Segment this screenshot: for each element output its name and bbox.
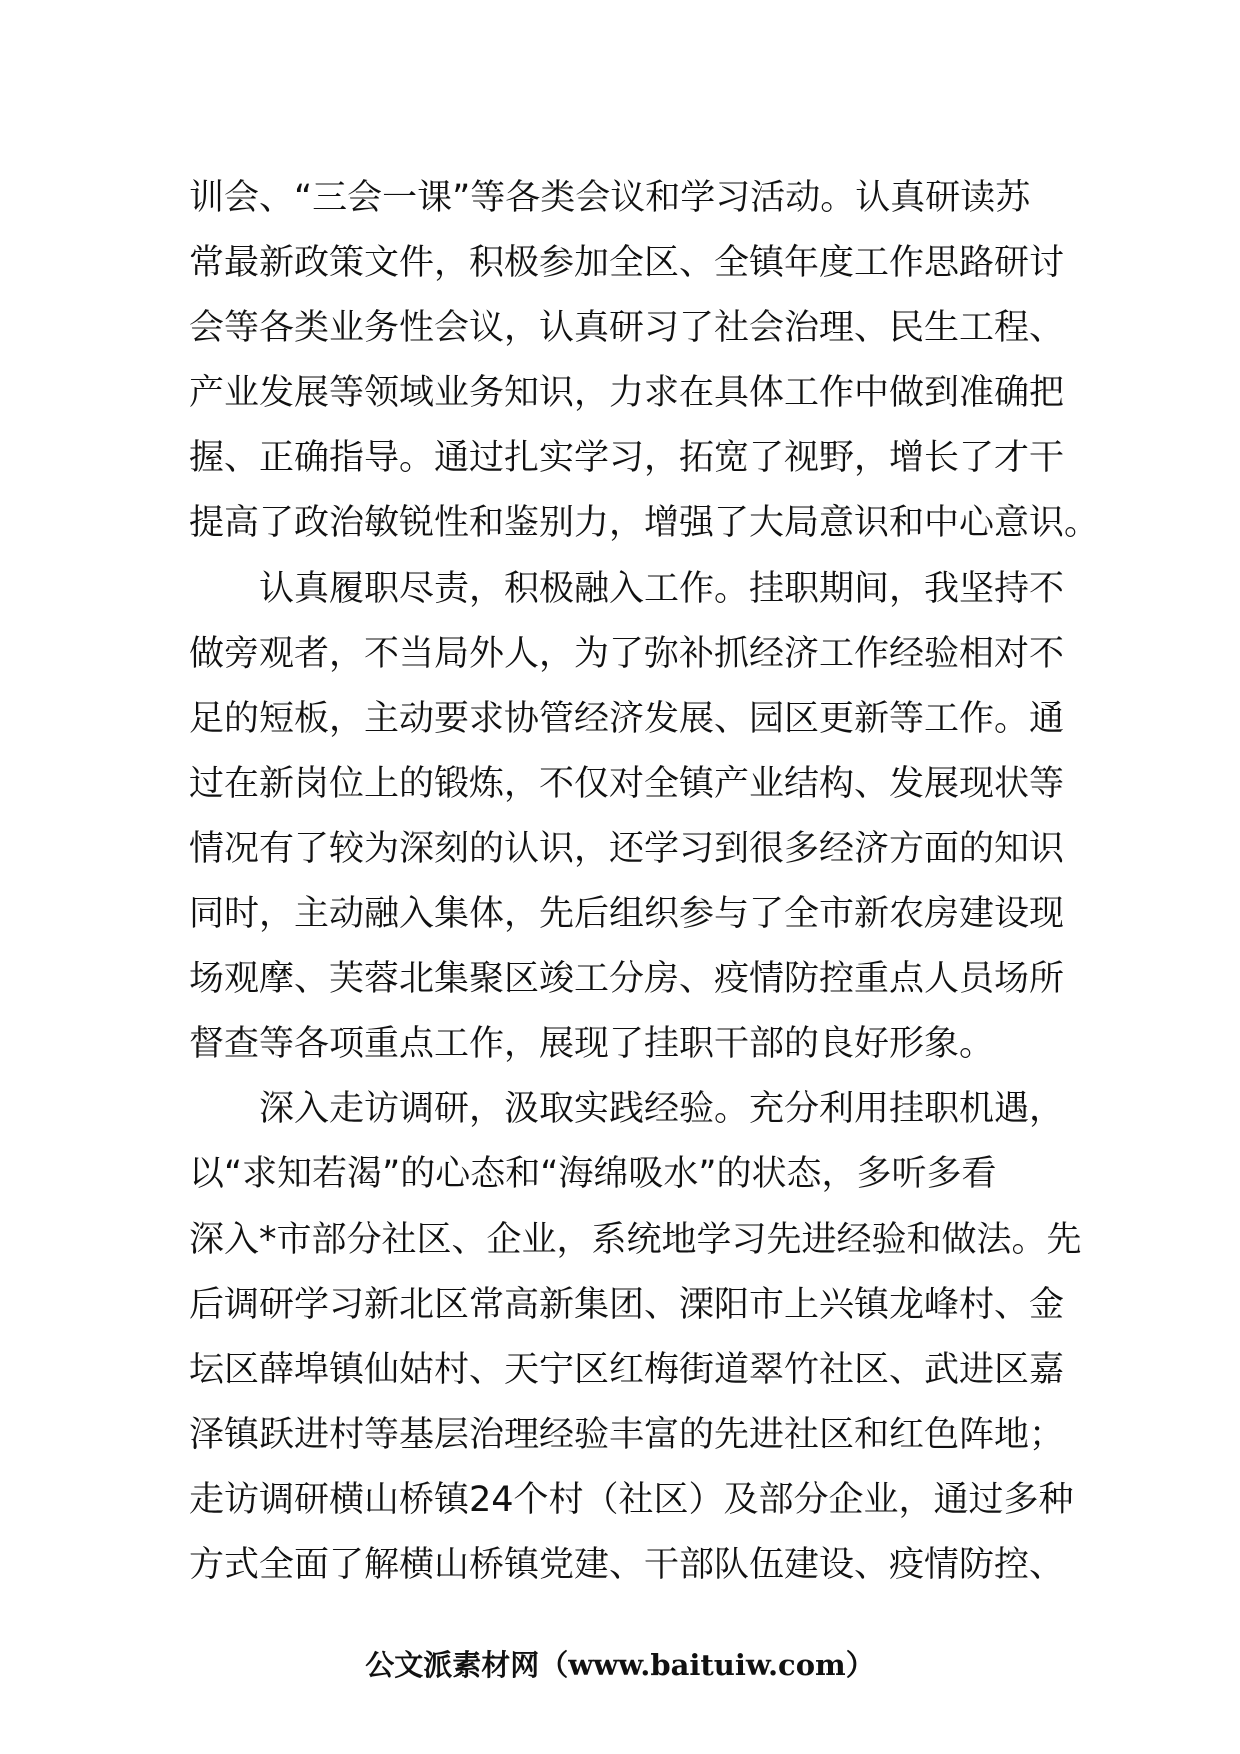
text-line: 情况有了较为深刻的认识，还学习到很多经济方面的知识 (189, 828, 1065, 869)
text-line: 认真履职尽责，积极融入工作。挂职期间，我坚持不 (189, 568, 1065, 609)
text-line: 常最新政策文件，积极参加全区、全镇年度工作思路研讨 (189, 243, 1065, 284)
text-line: 训会、“三会一课”等各类会议和学习活动。认真研读苏 (189, 178, 1031, 218)
text-line: 提高了政治敏锐性和鉴别力，增强了大局意识和中心意识。 (189, 503, 1100, 544)
text-line: 走访调研横山桥镇24个村（社区）及部分企业，通过多种 (189, 1479, 1074, 1520)
text-line: 握、正确指导。通过扎实学习，拓宽了视野，增长了才干 (189, 438, 1065, 479)
text-line: 产业发展等领域业务知识，力求在具体工作中做到准确把 (189, 373, 1065, 414)
text-line: 深入走访调研，汲取实践经验。充分利用挂职机遇， (189, 1089, 1065, 1130)
footer-source-line: 公文派素材网（www.baituiw.com） (365, 1648, 875, 1682)
text-line: 场观摩、芙蓉北集聚区竣工分房、疫情防控重点人员场所 (189, 959, 1065, 1000)
text-line: 后调研学习新北区常高新集团、溧阳市上兴镇龙峰村、金 (189, 1284, 1065, 1325)
text-line: 会等各类业务性会议，认真研习了社会治理、民生工程、 (189, 308, 1065, 349)
text-line: 以“求知若渴”的心态和“海绵吸水”的状态，多听多看 (189, 1154, 997, 1195)
text-line: 方式全面了解横山桥镇党建、干部队伍建设、疫情防控、 (189, 1544, 1065, 1585)
text-line: 足的短板，主动要求协管经济发展、园区更新等工作。通 (189, 698, 1065, 739)
body-text (189, 166, 1100, 1598)
text-line: 同时，主动融入集体，先后组织参与了全市新农房建设现 (189, 894, 1065, 935)
text-line: 泽镇跃进村等基层治理经验丰富的先进社区和红色阵地； (189, 1414, 1065, 1455)
text-line: 坛区薛埠镇仙姑村、天宁区红梅街道翠竹社区、武进区嘉 (189, 1349, 1065, 1390)
text-line: 做旁观者，不当局外人，为了弥补抓经济工作经验相对不 (189, 633, 1065, 674)
text-line: 督查等各项重点工作，展现了挂职干部的良好形象。 (189, 1024, 995, 1065)
text-line: 过在新岗位上的锻炼，不仅对全镇产业结构、发展现状等 (189, 763, 1065, 804)
text-line: 深入*市部分社区、企业，系统地学习先进经验和做法。先 (189, 1219, 1082, 1260)
